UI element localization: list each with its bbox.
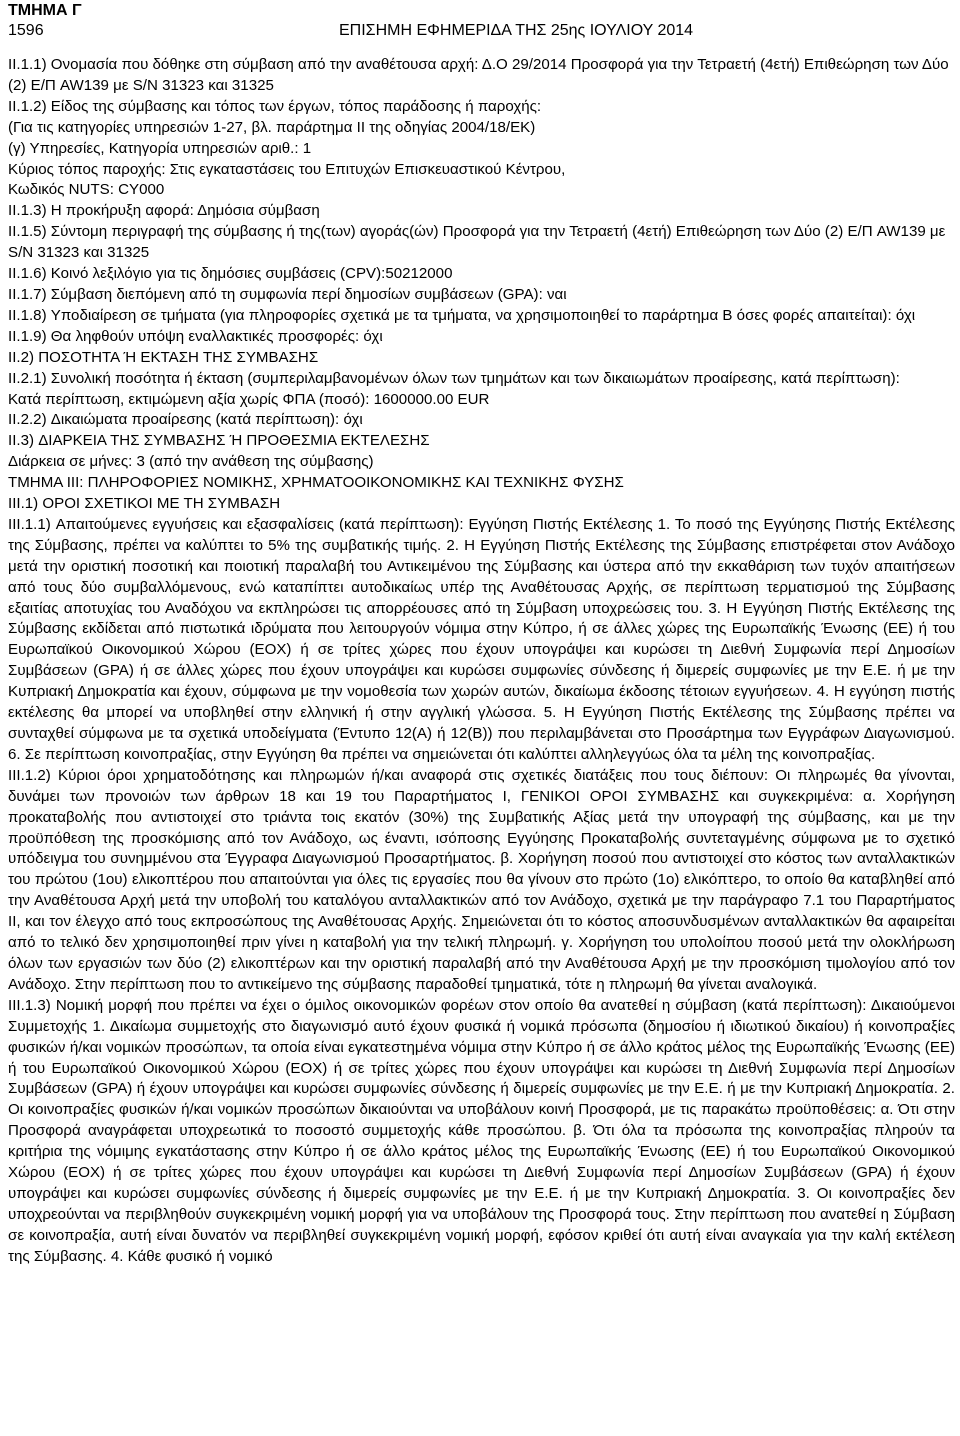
item-ii-1-2: II.1.2) Είδος της σύμβασης και τόπος των έργων, τόπος παράδοσης ή παροχής:	[8, 97, 542, 115]
heading-iii-1: III.1) ΟΡΟΙ ΣΧΕΤΙΚΟΙ ΜΕ ΤΗ ΣΥΜΒΑΣΗ	[8, 495, 281, 513]
item-ii-1-8: II.1.8) Υποδιαίρεση σε τμήματα (για πληροφορίες σχετικά με τα τμήματα, να χρησιμοποιηθεί το παράρτημα Β όσες φορές απαιτείται): όχι	[8, 306, 916, 324]
estimated-value: Κατά περίπτωση, εκτιμώμενη αξία χωρίς ΦΠΑ (ποσό): 1600000.00 EUR	[8, 390, 490, 408]
service-category: (γ) Υπηρεσίες, Κατηγορία υπηρεσιών αριθ.: 1	[8, 139, 312, 157]
document-body	[8, 55, 955, 1268]
service-category-note: (Για τις κατηγορίες υπηρεσιών 1-27, βλ. παράρτημα II της οδηγίας 2004/18/ΕΚ)	[8, 118, 536, 136]
item-iii-1-1: III.1.1) Απαιτούμενες εγγυήσεις και εξασφαλίσεις (κατά περίπτωση): Εγγύηση Πιστής Εκτέλεσης 1. Το ποσό της Εγγύησης Πιστής Εκτέλεσης της Σύμβασης, πρέπει να καλύπτει το 5% της συμβατικής τιμής. 2. Η Εγγύηση Πιστής Εκτέλεσης της Σύμβασης επιστρέφεται στον Ανάδοχο μετά την οριστική ποσοτική και ποιοτική παραλαβή του Αντικειμένου της Σύμβασης και ύστερα από την εκκαθάριση των τυχόν απαιτήσεων από τους δύο συμβαλλόμενους, ενώ καταπίπτει αυτοδικαίως υπέρ της Αναθέτουσας Αρχής, σε περίπτωση τερματισμού της Σύμβασης εξαιτίας αποτυχίας του Αναδόχου να εκπληρώσει τις απορρέουσες από τη Σύμβαση υποχρεώσεις του. 3. Η Εγγύηση Πιστής Εκτέλεσης της Σύμβασης εκδίδεται από πιστωτικά ιδρύματα που λειτουργούν νόμιμα στην Κύπρο, ή σε άλλες χώρες της Ευρωπαϊκής Ένωσης (ΕΕ) ή του Ευρωπαϊκού Οικονομικού Χώρου (ΕΟΧ) ή σε τρίτες χώρες που έχουν υπογράψει και κυρώσει τη Διεθνή Συμφωνία περί Δημοσίων Συμβάσεων (GPA) ή σε άλλες χώρες που έχουν υπογράψει και κυρώσει συμφωνίες σύνδεσης ή διμερείς συμφωνίες με την Ε.Ε. ή με την Κυπριακή Δημοκρατία και έχουν, σύμφωνα με την νομοθεσία των χωρών αυτών, δικαίωμα έκδοσης τέτοιων εγγυήσεων. 4. Η εγγύηση πιστής εκτέλεσης θα μπορεί να υποβληθεί στην ελληνική ή στην αγγλική γλώσσα. 5. Η Εγγύηση Πιστής Εκτέλεσης της Σύμβασης πρέπει να συνταχθεί σύμφωνα με τα σχετικά υποδείγματα (Έντυπο 12(Α) ή 12(Β)) που περιλαμβάνεται στο Προσάρτημα των Εγγράφων Διαγωνισμού. 6. Σε περίπτωση κοινοπραξίας, στην Εγγύηση θα πρέπει να σημειώνεται ότι καλύπτει αλληλεγγύως όλα τα μέλη της κοινοπραξίας.	[8, 515, 955, 763]
item-ii-2-1: II.2.1) Συνολική ποσότητα ή έκταση (συμπεριλαμβανομένων όλων των τμημάτων και των δικαιωμάτων προαίρεσης, κατά περίπτωση):	[8, 369, 900, 387]
item-ii-1-5: II.1.5) Σύντομη περιγραφή της σύμβασης ή της(των) αγοράς(ών) Προσφορά για την Τετραετή (4ετή) Επιθεώρηση των Δύο (2) Ε/Π AW139 με S/N 31323 και 31325	[8, 223, 946, 262]
gazette-title: ΕΠΙΣΗΜΗ ΕΦΗΜΕΡΙΔΑ ΤΗΣ 25ης ΙΟΥΛΙΟΥ 2014	[339, 22, 694, 39]
main-place-of-delivery: Κύριος τόπος παροχής: Στις εγκαταστάσεις του Επιτυχών Επισκευαστικού Κέντρου,	[8, 160, 566, 178]
section-label: ΤΜΗΜΑ Γ	[8, 2, 82, 19]
heading-ii-3: II.3) ΔΙΑΡΚΕΙΑ ΤΗΣ ΣΥΜΒΑΣΗΣ Ή ΠΡΟΘΕΣΜΙΑ ΕΚΤΕΛΕΣΗΣ	[8, 432, 430, 450]
page-header	[8, 20, 955, 42]
document-page	[8, 0, 955, 1268]
item-ii-1-7: II.1.7) Σύμβαση διεπόμενη από τη συμφωνία περί δημοσίων συμβάσεων (GPA): ναι	[8, 285, 567, 303]
page-number: 1596	[8, 22, 44, 39]
item-iii-1-2: III.1.2) Κύριοι όροι χρηματοδότησης και πληρωμών ή/και αναφορά στις σχετικές διατάξεις που τους διέπουν: Οι πληρωμές θα γίνονται, δυνάμει των προνοιών των άρθρων 18 και 19 του Παραρτήματος Ι, ΓΕΝΙΚΟΙ ΟΡΟΙ ΣΥΜΒΑΣΗΣ και συγκεκριμένα: α. Χορήγηση προκαταβολής που αντιστοιχεί στο τριάντα τοις εκατόν (30%) της Συμβατικής Αξίας μετά την υπογραφή της σύμβασης, και με την προϋπόθεση της προσκόμισης από τον Ανάδοχο, ως έναντι, ισόποσης Εγγύησης Προκαταβολής συντεταγμένης σύμφωνα με το σχετικό υπόδειγμα του συνημμένου στα Έγγραφα Διαγωνισμού Προσαρτήματος. β. Χορήγηση ποσού που αντιστοιχεί στο κόστος των ανταλλακτικών του πρώτου (1ου) ελικοπτέρου που απαιτούνται για όλες τις εργασίες που θα γίνουν στο πρώτο (1ο) ελικόπτερο, το οποίο θα καταβληθεί από την Αναθέτουσα Αρχή μετά την υποβολή του καταλόγου ανταλλακτικών από τον Ανάδοχο, σχετικά με την παράγραφο 7.1 του Παραρτήματος ΙΙ, και τον έλεγχο από τους εκπροσώπους της Αναθέτουσας Αρχής. Σημειώνεται ότι το κόστος αποσυνδυσμένων ανταλλακτικών θα αφαιρείται από το τελικό δεν χρησιμοποιηθεί πριν γίνει η καταβολή για την τελική πληρωμή. γ. Χορήγηση του υπολοίπου ποσού μετά την ολοκλήρωση όλων των εργασιών των δύο (2) ελικοπτέρων και την οριστική παραλαβή από την Αναθέτουσα Αρχή με την προσκόμιση τιμολογίου από τον Ανάδοχο. Στην περίπτωση που το αντικείμενο της σύμβασης παραδοθεί τμηματικά, τότε η πληρωμή θα γίνεται αναλογικά.	[8, 766, 955, 993]
heading-ii-2: II.2) ΠΟΣΟΤΗΤΑ Ή ΕΚΤΑΣΗ ΤΗΣ ΣΥΜΒΑΣΗΣ	[8, 348, 319, 366]
item-ii-1-9: II.1.9) Θα ληφθούν υπόψη εναλλακτικές προσφορές: όχι	[8, 327, 383, 345]
item-ii-1-3: II.1.3) Η προκήρυξη αφορά: Δημόσια σύμβαση	[8, 202, 320, 220]
item-iii-1-3: III.1.3) Νομική μορφή που πρέπει να έχει ο όμιλος οικονομικών φορέων στον οποίο θα ανατεθεί η σύμβαση (κατά περίπτωση): Δικαιούμενοι Συμμετοχής 1. Δικαίωμα συμμετοχής στο διαγωνισμό αυτό έχουν φυσικά ή νομικά πρόσωπα (δημοσίου ή ιδιωτικού δικαίου) ή κοινοπραξίες φυσικών ή/και νομικών προσώπων, τα οποία είναι εγκατεστημένα νόμιμα στην Κύπρο ή σε άλλο κράτος μέλος της Ευρωπαϊκής Ένωσης (ΕΕ) ή του Ευρωπαϊκού Οικονομικού Χώρου (ΕΟΧ) ή σε τρίτες χώρες που έχουν υπογράψει και κυρώσει τη Διεθνή Συμφωνία περί Δημοσίων Συμβάσεων (GPA) ή έχουν υπογράψει και κυρώσει συμφωνίες σύνδεσης ή διμερείς συμφωνίες με την Ε.Ε. ή με την Κυπριακή Δημοκρατία. 2. Οι κοινοπραξίες φυσικών ή/και νομικών προσώπων δικαιούνται να υποβάλουν κοινή Προσφορά, με τις παρακάτω προϋποθέσεις: α. Ότι στην Προσφορά αναγράφεται υποχρεωτικά το ποσοστό συμμετοχής κάθε προσώπου. β. Ότι όλα τα πρόσωπα της κοινοπραξίας πληρούν τα κριτήρια της νόμιμης εγκατάστασης στην Κύπρο ή σε άλλο κράτος μέλος της Ευρωπαϊκής Ένωσης (ΕΕ) ή του Ευρωπαϊκού Οικονομικού Χώρου (ΕΟΧ) ή σε τρίτες χώρες που έχουν υπογράψει και κυρώσει τη Διεθνή Συμφωνία περί Δημοσίων Συμβάσεων (GPA) ή έχουν υπογράψει και κυρώσει συμφωνίες σύνδεσης ή διμερείς συμφωνίες με την Ε.Ε. ή με την Κυπριακή Δημοκρατία. 3. Οι κοινοπραξίες δεν υποχρεούνται να περιβληθούν συγκεκριμένη νομική μορφή για να υποβάλουν της Προσφορά τους. Στην περίπτωση που ανατεθεί η Σύμβαση σε κοινοπραξία, αυτή είναι δυνατόν να περιβληθεί συγκεκριμένη νομική μορφή, εφόσον κριθεί ότι αυτή είναι αναγκαία για την καλή εκτέλεση της Σύμβασης. 4. Κάθε φυσικό ή νομικό	[8, 996, 955, 1265]
heading-section-iii: ΤΜΗΜΑ III: ΠΛΗΡΟΦΟΡΙΕΣ ΝΟΜΙΚΗΣ, ΧΡΗΜΑΤΟΟΙΚΟΝΟΜΙΚΗΣ ΚΑΙ ΤΕΧΝΙΚΗΣ ΦΥΣΗΣ	[8, 474, 624, 492]
item-ii-2-2: II.2.2) Δικαιώματα προαίρεσης (κατά περίπτωση): όχι	[8, 411, 363, 429]
item-ii-1-6: II.1.6) Κοινό λεξιλόγιο για τις δημόσιες συμβάσεις (CPV):50212000	[8, 265, 453, 283]
nuts-code: Κωδικός NUTS: CY000	[8, 181, 165, 199]
duration-months: Διάρκεια σε μήνες: 3 (από την ανάθεση της σύμβασης)	[8, 453, 374, 471]
item-ii-1-1: II.1.1) Ονομασία που δόθηκε στη σύμβαση από την αναθέτουσα αρχή: Δ.Ο 29/2014 Προσφορά για την Τετραετή (4ετή) Επιθεώρηση των Δύο (2) Ε/Π AW139 με S/N 31323 και 31325	[8, 56, 949, 94]
